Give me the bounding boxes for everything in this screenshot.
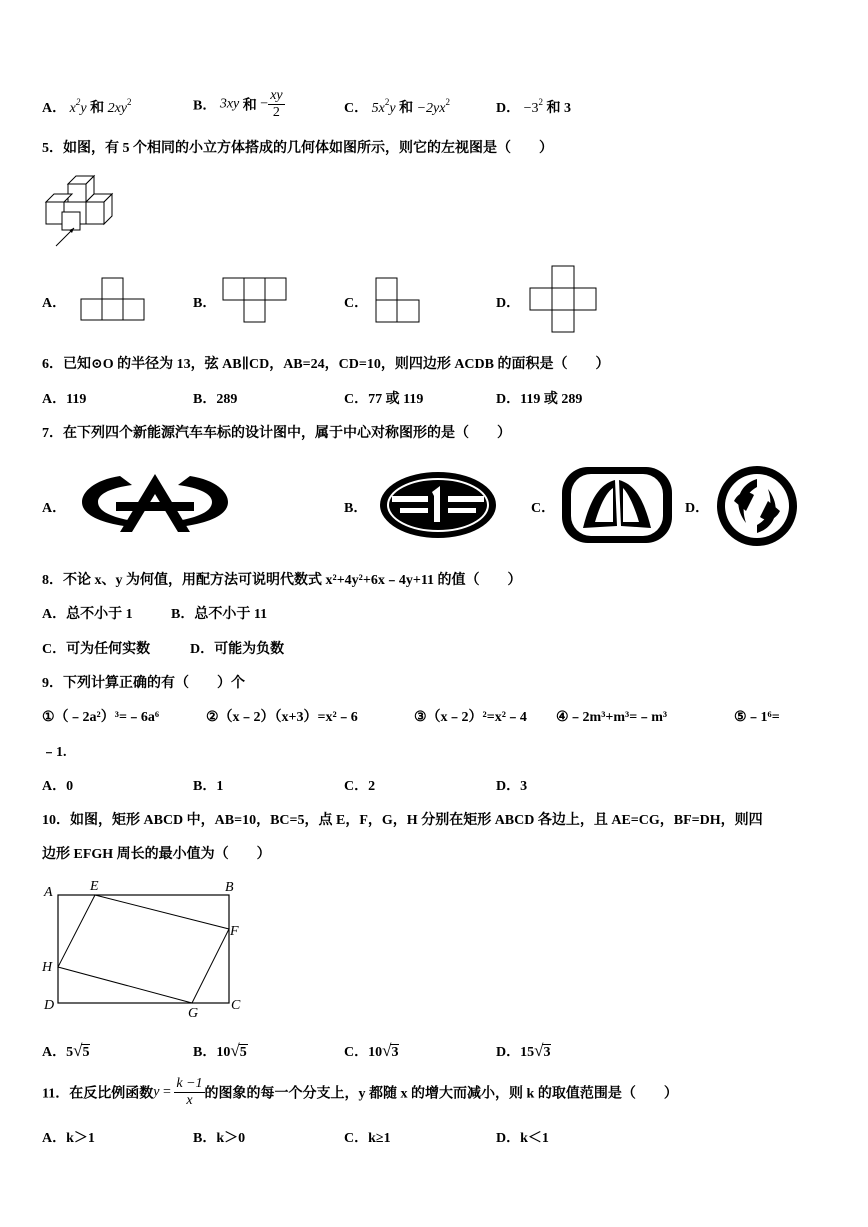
option-letter: A． — [42, 101, 67, 116]
q9-item-5-cont: ﹣1. — [42, 745, 67, 760]
q10-option-b[interactable]: B．10√5 — [193, 1041, 247, 1060]
q10-stem-line2: 边形 EFGH 周长的最小值为（ ） — [42, 847, 271, 862]
label-E: E — [90, 879, 99, 894]
q9-option-d[interactable]: D．3 — [496, 779, 528, 794]
q8-option-b[interactable]: B．总不小于 11 — [171, 607, 268, 622]
q5-option-a[interactable]: A． — [42, 296, 67, 311]
car-logo-c-icon — [561, 466, 673, 544]
q10-stem-line1: 10．如图，矩形 ABCD 中，AB=10，BC=5，点 E，F，G，H 分别在矩形 ABCD 各边上，且 AE=CG，BF=DH，则四 — [42, 813, 763, 828]
car-logo-d-icon — [716, 465, 798, 547]
q9-item-1: ①（﹣2a²）³=﹣6a⁶ — [42, 710, 160, 725]
q5-stem: 5．如图，有 5 个相同的小立方体搭成的几何体如图所示，则它的左视图是（ ） — [42, 141, 553, 156]
q9-option-c[interactable]: C．2 — [344, 779, 376, 794]
label-F: F — [230, 924, 239, 939]
q7-option-c[interactable]: C． — [531, 501, 556, 516]
cube-solid-figure — [44, 170, 124, 250]
fraction: $\frac{xy}{2}$ — [270, 88, 283, 120]
q6-option-c[interactable]: C．77 或 119 — [344, 392, 424, 407]
q11-option-b[interactable]: B．k＞0 — [193, 1131, 246, 1146]
q5-option-d[interactable]: D． — [496, 296, 521, 311]
label-D: D — [44, 998, 55, 1013]
label-H: H — [42, 960, 53, 975]
q4-option-c[interactable]: C． $5x^2y$ 和 $-2yx^2$ — [344, 97, 450, 116]
q7-option-b[interactable]: B． — [344, 501, 368, 516]
label-B: B — [225, 880, 234, 895]
q6-option-d[interactable]: D．119 或 289 — [496, 392, 583, 407]
car-logo-a-icon — [80, 472, 230, 534]
q4-option-b[interactable]: B． 3xy 和 − $\frac{xy}{2}$ — [193, 88, 283, 120]
q10-option-a[interactable]: A．5√5 — [42, 1041, 90, 1060]
label-G: G — [188, 1006, 199, 1021]
q6-option-a[interactable]: A．119 — [42, 392, 87, 407]
q11-option-a[interactable]: A．k＞1 — [42, 1131, 95, 1146]
rectangle-figure — [40, 878, 250, 1020]
q9-item-2: ②（x﹣2）（x+3）=x²﹣6 — [206, 710, 358, 725]
q10-option-d[interactable]: D．15√3 — [496, 1041, 551, 1060]
q9-item-4: ④﹣2m³+m³=﹣m³ — [556, 710, 668, 725]
car-logo-b-icon — [378, 470, 498, 540]
q9-item-5: ⑤﹣1⁶= — [734, 710, 780, 725]
q8-option-a[interactable]: A．总不小于 1 — [42, 607, 133, 622]
q4-option-a[interactable]: A． $x^2y$ 和 $2xy^2$ — [42, 97, 132, 116]
q7-option-d[interactable]: D． — [685, 501, 710, 516]
q4-option-d[interactable]: D． $-3^2$ 和 3 — [496, 97, 572, 116]
fraction: $\frac{k -1}{x}$ — [176, 1076, 203, 1108]
label-C: C — [231, 998, 241, 1013]
q6-option-b[interactable]: B．289 — [193, 392, 238, 407]
q11-option-d[interactable]: D．k＜1 — [496, 1131, 549, 1146]
q10-option-c[interactable]: C．10√3 — [344, 1041, 399, 1060]
q9-item-3: ③（x﹣2）²=x²﹣4 — [414, 710, 527, 725]
q5-view-b — [222, 277, 288, 323]
q5-option-b[interactable]: B． — [193, 296, 217, 311]
q11-stem: 11．在反比例函数y = $\frac{k -1}{x}$ 的图象的每一个分支上，y 都随 x 的增大而减小，则 k 的取值范围是（ ） — [42, 1076, 678, 1108]
q9-option-b[interactable]: B．1 — [193, 779, 224, 794]
q8-option-d[interactable]: D．可能为负数 — [190, 642, 285, 657]
q5-view-c — [375, 277, 421, 323]
q5-view-d — [529, 265, 597, 333]
q6-stem: 6．已知⊙O 的半径为 13，弦 AB∥CD，AB=24，CD=10，则四边形 ACDB 的面积是（ ） — [42, 357, 610, 372]
q9-option-a[interactable]: A．0 — [42, 779, 74, 794]
q5-option-c[interactable]: C． — [344, 296, 369, 311]
q9-stem: 9．下列计算正确的有（ ）个 — [42, 676, 245, 691]
q8-stem: 8．不论 x、y 为何值，用配方法可说明代数式 x²+4y²+6x﹣4y+11 的值（ ） — [42, 573, 522, 588]
label-A: A — [44, 885, 53, 900]
q5-view-a — [80, 277, 146, 322]
q7-stem: 7．在下列四个新能源汽车车标的设计图中，属于中心对称图形的是（ ） — [42, 426, 511, 441]
q11-option-c[interactable]: C．k≥1 — [344, 1131, 391, 1146]
q8-option-c[interactable]: C．可为任何实数 — [42, 642, 151, 657]
q7-option-a[interactable]: A． — [42, 501, 67, 516]
